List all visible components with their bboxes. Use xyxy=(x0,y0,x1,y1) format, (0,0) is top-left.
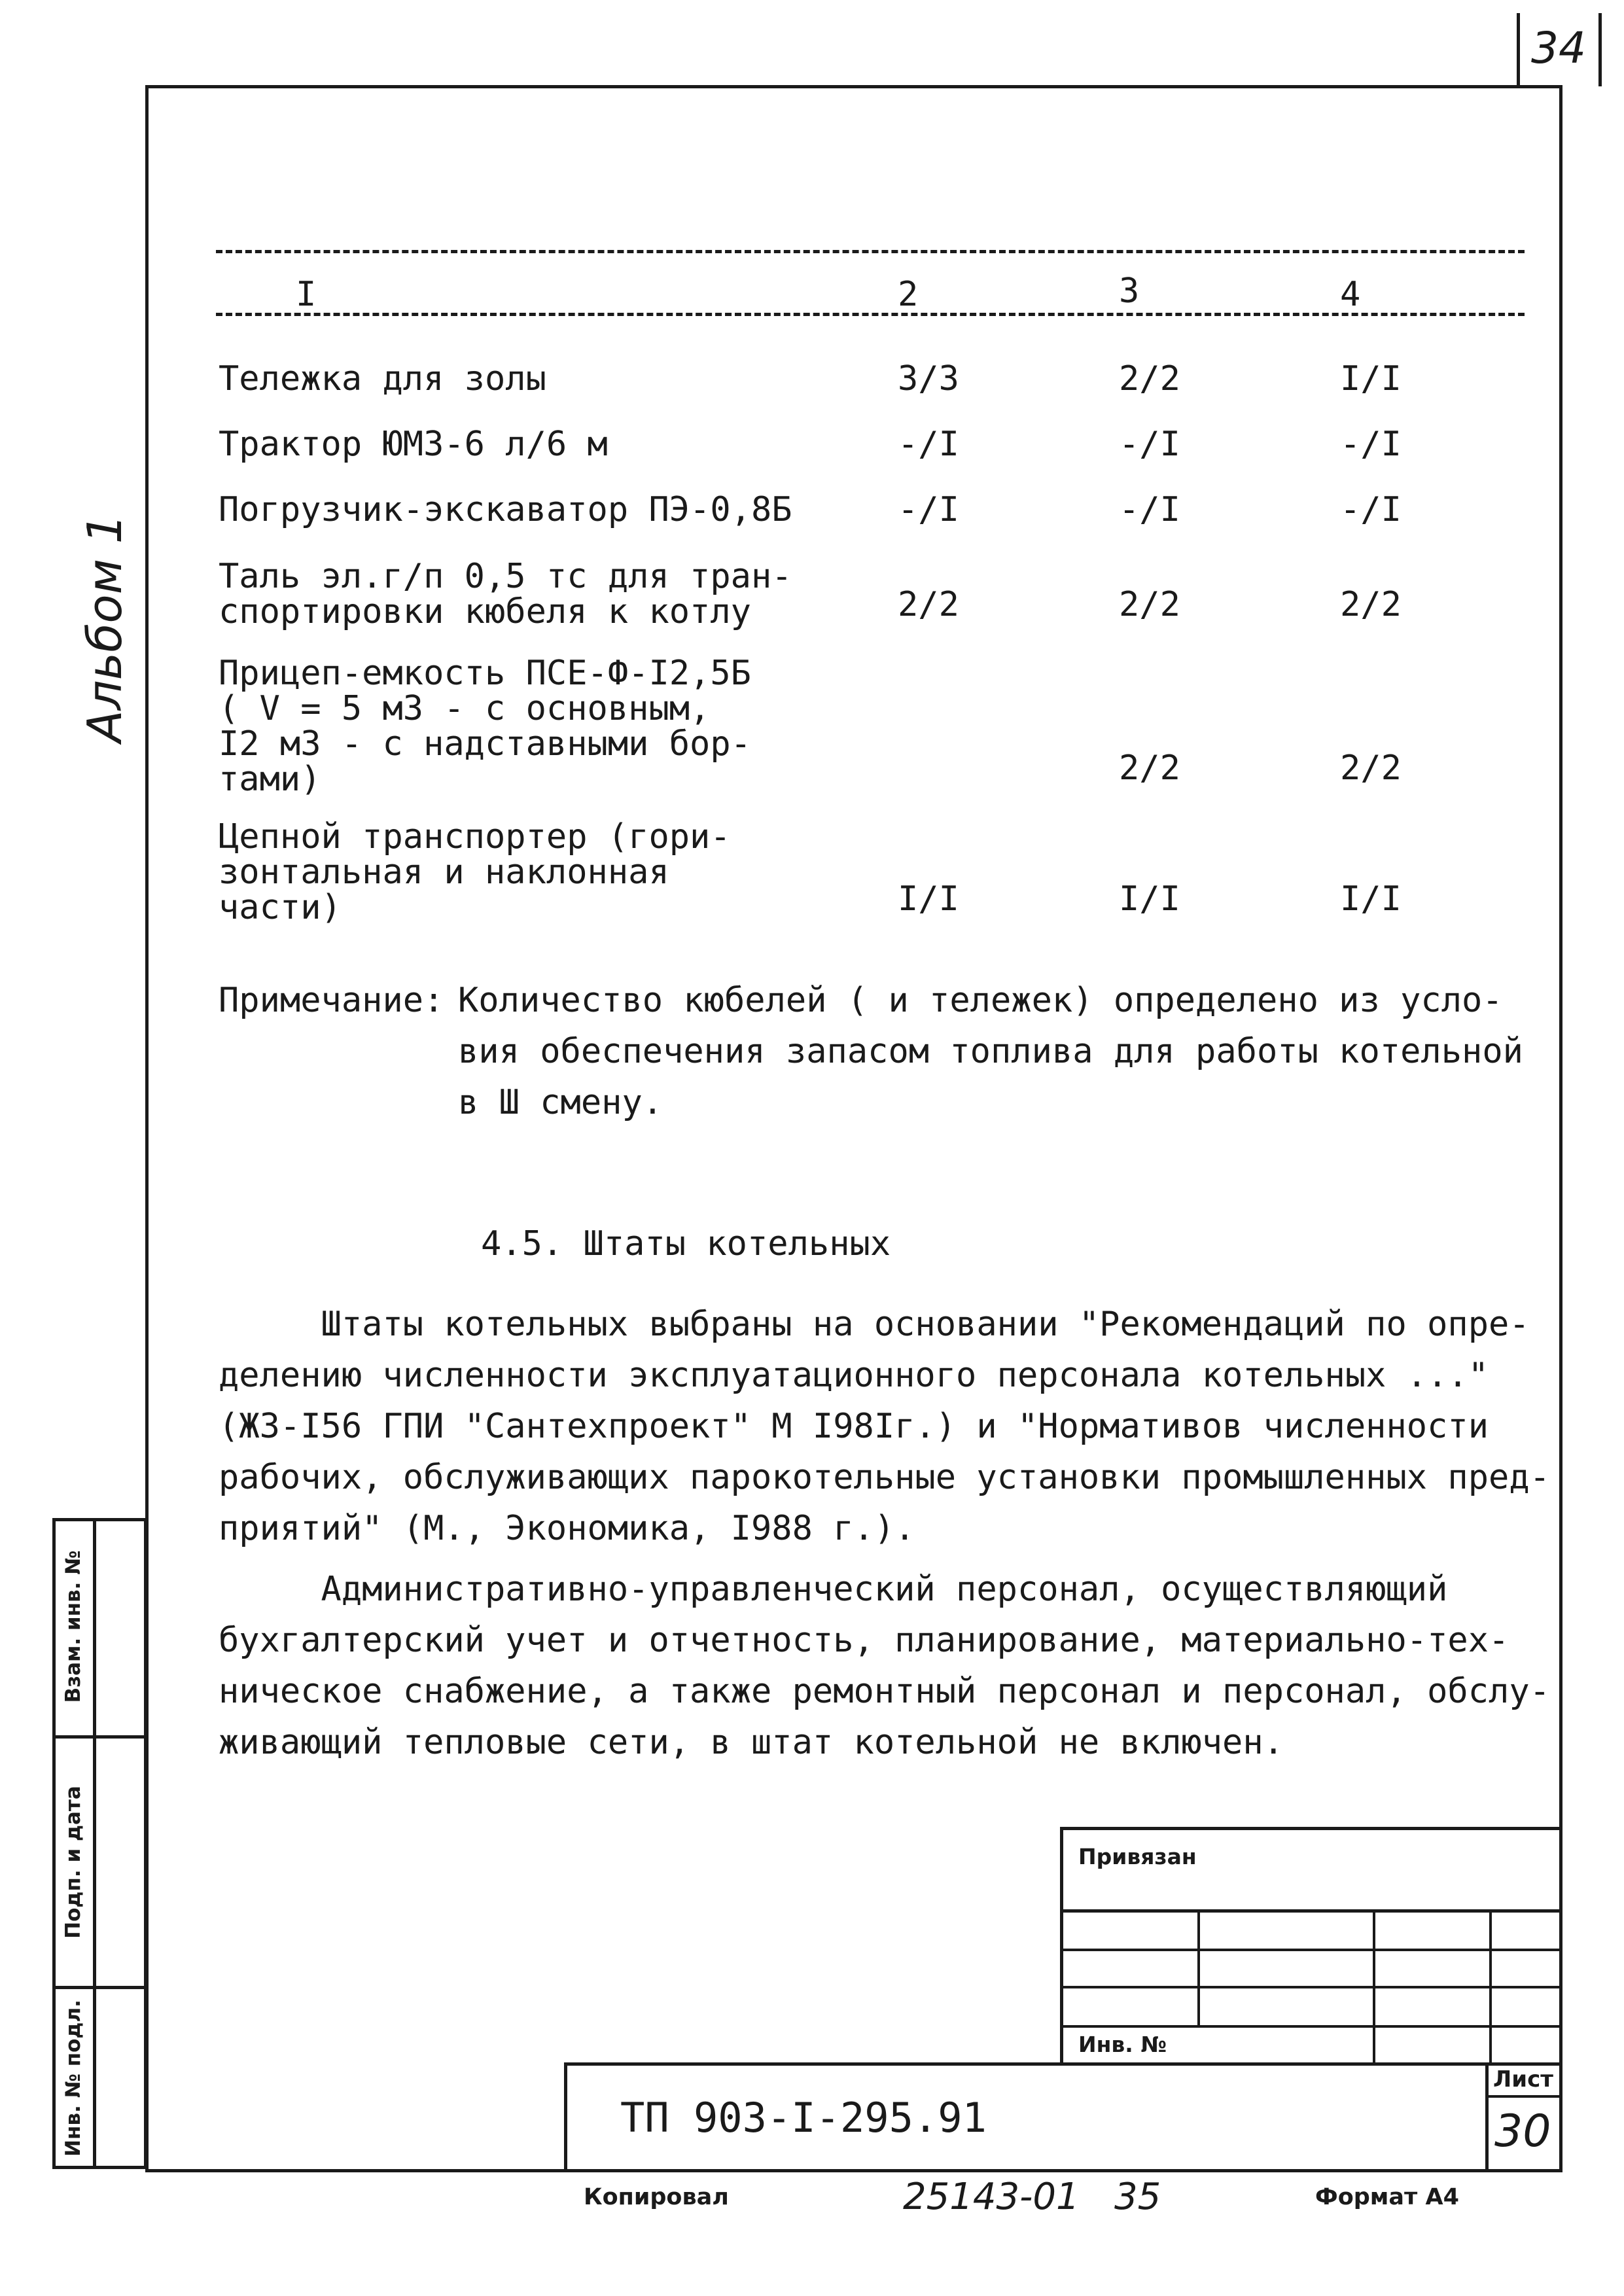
table-row-4-name-line-1: Таль эл.г/п 0,5 тс для тран- xyxy=(219,557,792,596)
table-row-6-col-3: I/I xyxy=(1119,879,1180,919)
section-title: 4.5. Штаты котельных xyxy=(481,1224,891,1263)
title-block-sheet-line xyxy=(1485,2095,1562,2098)
album-label: Альбом 1 xyxy=(77,514,132,743)
table-row-6-col-2: I/I xyxy=(898,879,959,919)
table-row-6-col-4: I/I xyxy=(1340,879,1402,919)
side-stamp-inv-podl: Инв. № подл. xyxy=(62,2000,85,2157)
table-row-2-col-4: -/I xyxy=(1340,425,1402,464)
table-row-1-col-2: 3/3 xyxy=(898,359,959,398)
title-block-main-left xyxy=(564,2062,567,2170)
note-line-3: в Ш смену. xyxy=(458,1083,663,1122)
footer-handwritten-number: 25143-01 35 xyxy=(903,2176,1161,2218)
paragraph-1-line-4: рабочих, обслуживающих парокотельные установки промышленных пред- xyxy=(219,1458,1550,1497)
title-block-grid-col-1 xyxy=(1197,1909,1200,2027)
side-stamp-divider-2 xyxy=(52,1986,147,1989)
side-stamp-podp-data: Подп. и дата xyxy=(62,1786,85,1939)
paragraph-2-line-2: бухгалтерский учет и отчетность, планирование, материально-тех- xyxy=(219,1621,1509,1660)
paragraph-2-line-3: ническое снабжение, а также ремонтный персонал и персонал, обслу- xyxy=(219,1672,1550,1711)
note-label: Примечание: xyxy=(219,981,444,1020)
table-top-rule xyxy=(216,250,1525,253)
footer-format: Формат А4 xyxy=(1315,2184,1459,2210)
page-number: 34 xyxy=(1531,23,1586,73)
table-row-2-name: Трактор ЮМЗ-6 л/6 м xyxy=(219,425,608,464)
title-block-main-top xyxy=(564,2062,1562,2066)
side-stamp-vertical xyxy=(93,1518,96,2169)
table-row-3-name: Погрузчик-экскаватор ПЭ-0,8Б xyxy=(219,490,792,529)
title-block-grid-line-4 xyxy=(1060,2025,1562,2028)
paragraph-1-line-5: приятий" (М., Экономика, I988 г.). xyxy=(219,1509,915,1548)
table-row-4-col-3: 2/2 xyxy=(1119,585,1180,624)
table-row-5-name-line-1: Прицеп-емкость ПСЕ-Ф-I2,5Б xyxy=(219,654,751,693)
table-row-1-col-3: 2/2 xyxy=(1119,359,1180,398)
side-stamp-divider-1 xyxy=(52,1735,147,1739)
table-header-col-4: 4 xyxy=(1340,275,1361,314)
table-row-5-name-line-4: тами) xyxy=(219,760,321,799)
title-block-grid-line-2 xyxy=(1060,1949,1562,1951)
side-stamp-vzam-inv: Взам. инв. № xyxy=(62,1550,85,1703)
table-row-6-name-line-1: Цепной транспортер (гори- xyxy=(219,817,731,857)
title-block-grid-col-2 xyxy=(1373,1909,1375,2064)
table-row-3-col-2: -/I xyxy=(898,490,959,529)
table-row-5-col-3: 2/2 xyxy=(1119,749,1180,788)
table-row-3-col-3: -/I xyxy=(1119,490,1180,529)
table-row-6-name-line-2: зонтальная и наклонная xyxy=(219,853,669,892)
note-line-1: Количество кюбелей ( и тележек) определено из усло- xyxy=(458,981,1503,1020)
table-row-5-name-line-2: ( V = 5 м3 - с основным, xyxy=(219,689,711,728)
table-row-4-name-line-2: спортировки кюбеля к котлу xyxy=(219,592,751,631)
table-row-1-col-4: I/I xyxy=(1340,359,1402,398)
table-row-1-name: Тележка для золы xyxy=(219,359,546,398)
title-block-grid-line-3 xyxy=(1060,1986,1562,1988)
table-row-2-col-2: -/I xyxy=(898,425,959,464)
document-code: ТП 903-I-295.91 xyxy=(620,2094,987,2142)
sheet-label: Лист xyxy=(1493,2066,1553,2093)
table-row-5-name-line-3: I2 м3 - с надставными бор- xyxy=(219,724,751,764)
paragraph-1-line-1: Штаты котельных выбраны на основании "Рекомендаций по опре- xyxy=(219,1305,1530,1344)
title-block-grid-line-1 xyxy=(1060,1909,1562,1913)
table-row-5-col-4: 2/2 xyxy=(1340,749,1402,788)
table-header-col-2: 2 xyxy=(898,275,919,314)
inv-no-label: Инв. № xyxy=(1078,2032,1167,2057)
paragraph-2-line-1: Административно-управленческий персонал, осуществляющий xyxy=(219,1570,1448,1609)
title-block-grid-col-3 xyxy=(1489,1909,1492,2064)
title-block-left-edge xyxy=(1060,1827,1063,2064)
table-row-4-col-4: 2/2 xyxy=(1340,585,1402,624)
privyazan-label: Привязан xyxy=(1078,1844,1197,1869)
table-row-2-col-3: -/I xyxy=(1119,425,1180,464)
table-header-col-1: I xyxy=(296,275,317,314)
title-block-top-line xyxy=(1060,1827,1562,1830)
table-row-4-col-2: 2/2 xyxy=(898,585,959,624)
sheet-number: 30 xyxy=(1494,2106,1551,2157)
paragraph-1-line-3: (ЖЗ-I56 ГПИ "Сантехпроект" М I98Iг.) и "Нормативов численности xyxy=(219,1407,1489,1446)
paragraph-2-line-4: живающий тепловые сети, в штат котельной не включен. xyxy=(219,1723,1284,1762)
table-row-6-name-line-3: части) xyxy=(219,888,342,927)
note-line-2: вия обеспечения запасом топлива для работы котельной xyxy=(458,1032,1523,1071)
table-header-col-3: 3 xyxy=(1119,272,1140,311)
table-row-3-col-4: -/I xyxy=(1340,490,1402,529)
table-header-rule xyxy=(216,313,1525,316)
paragraph-1-line-2: делению численности эксплуатационного персонала котельных ..." xyxy=(219,1356,1489,1395)
footer-kopiroval: Копировал xyxy=(584,2184,729,2210)
title-block-sheet-divider xyxy=(1485,2062,1489,2170)
